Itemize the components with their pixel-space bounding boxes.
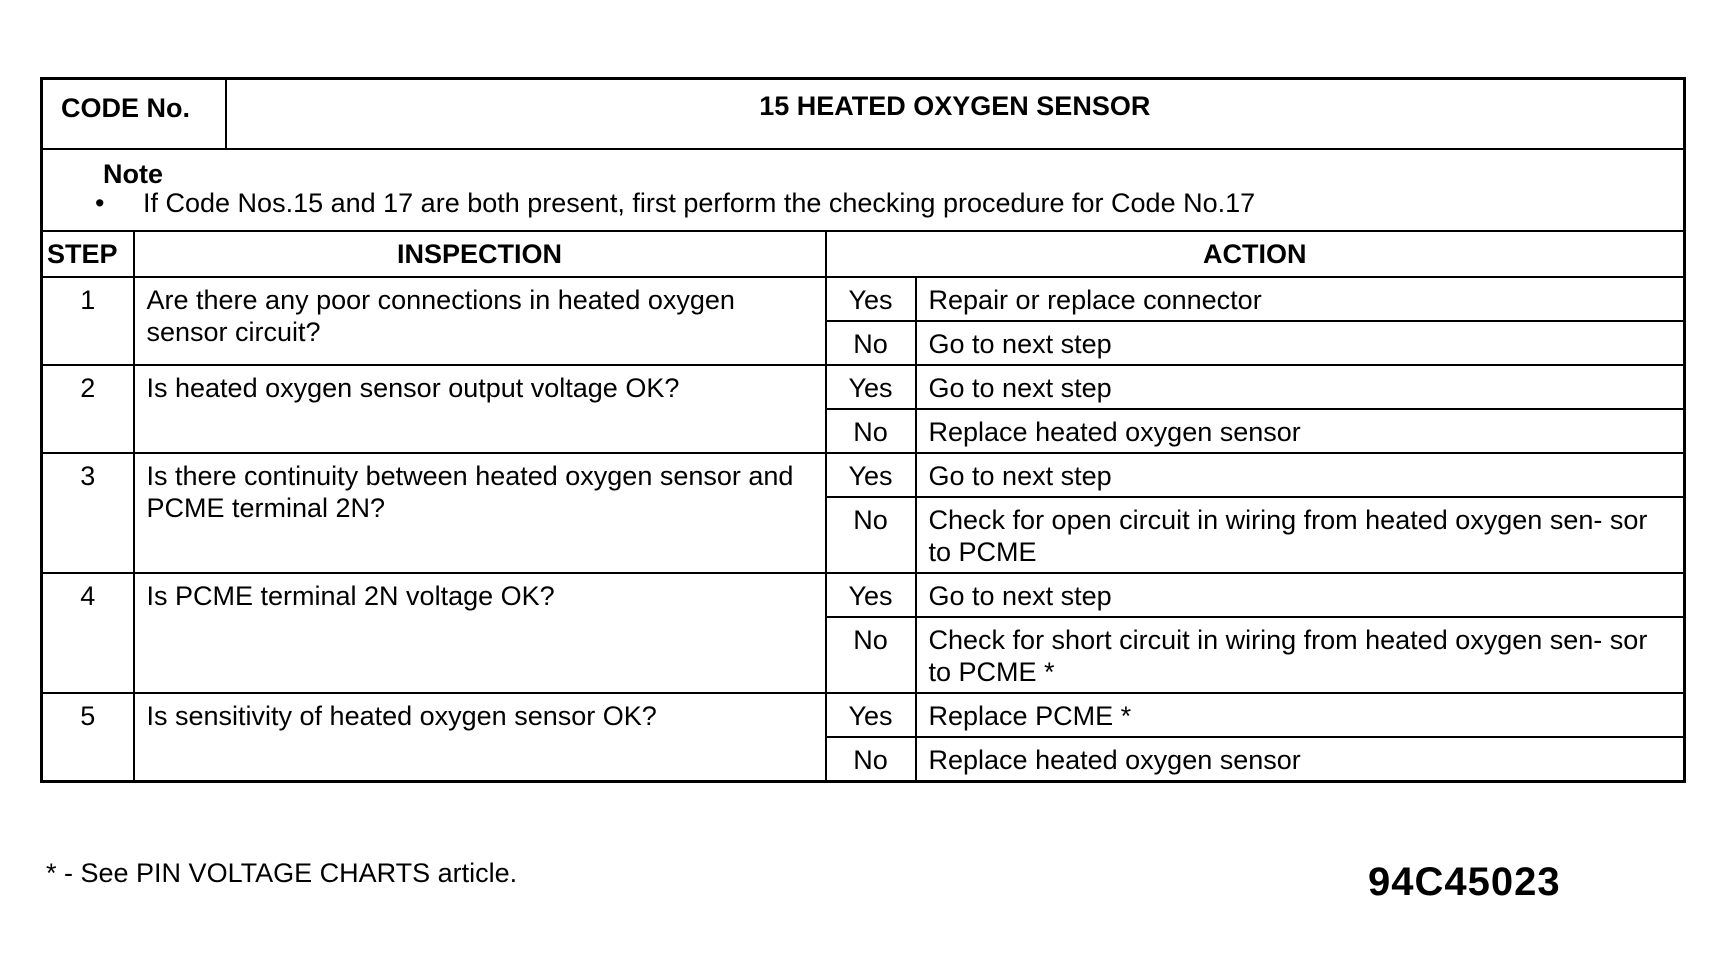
note-line (95, 188, 1683, 218)
inspection-question: Is PCME terminal 2N voltage OK? (134, 573, 826, 693)
diagnostic-sheet (40, 77, 1683, 783)
no-action: Check for open circuit in wiring from heated oxygen sen- sor to PCME (916, 497, 1685, 573)
no-label: No (826, 497, 916, 573)
no-action: Replace heated oxygen sensor (916, 409, 1685, 453)
note-text: If Code Nos.15 and 17 are both present, first perform the checking procedure for Code No.17 (143, 188, 1256, 218)
code-title: 15 HEATED OXYGEN SENSOR (226, 79, 1685, 150)
inspection-question: Is sensitivity of heated oxygen sensor OK? (134, 693, 826, 782)
table-row (42, 693, 1685, 737)
no-action: Replace heated oxygen sensor (916, 737, 1685, 782)
step-number: 2 (42, 365, 134, 453)
yes-label: Yes (826, 453, 916, 497)
inspection-question: Is heated oxygen sensor output voltage OK? (134, 365, 826, 453)
yes-action: Replace PCME * (916, 693, 1685, 737)
figure-id: 94C45023 (1368, 860, 1561, 904)
no-label: No (826, 617, 916, 693)
step-number: 1 (42, 277, 134, 365)
diagnostic-table (40, 77, 1686, 783)
yes-action: Repair or replace connector (916, 277, 1685, 321)
yes-action: Go to next step (916, 573, 1685, 617)
no-label: No (826, 737, 916, 782)
column-header-step: STEP (42, 231, 134, 277)
inspection-question: Are there any poor connections in heated oxygen sensor circuit? (134, 277, 826, 365)
step-number: 5 (42, 693, 134, 782)
column-header-inspection: INSPECTION (134, 231, 826, 277)
inspection-question: Is there continuity between heated oxygen sensor and PCME terminal 2N? (134, 453, 826, 573)
no-label: No (826, 321, 916, 365)
code-row (42, 79, 1685, 150)
note-cell (42, 149, 1685, 231)
note-heading: Note (103, 159, 163, 189)
no-label: No (826, 409, 916, 453)
no-action: Check for short circuit in wiring from heated oxygen sen- sor to PCME * (916, 617, 1685, 693)
table-row (42, 277, 1685, 321)
yes-label: Yes (826, 693, 916, 737)
note-row (42, 149, 1685, 231)
footnote: * - See PIN VOLTAGE CHARTS article. (46, 858, 518, 888)
column-header-action: ACTION (826, 231, 1685, 277)
column-header-row (42, 231, 1685, 277)
yes-label: Yes (826, 365, 916, 409)
bullet-icon: • (95, 188, 105, 218)
table-row (42, 453, 1685, 497)
no-action: Go to next step (916, 321, 1685, 365)
table-row (42, 573, 1685, 617)
yes-action: Go to next step (916, 453, 1685, 497)
yes-label: Yes (826, 573, 916, 617)
yes-label: Yes (826, 277, 916, 321)
step-number: 3 (42, 453, 134, 573)
code-number-label: CODE No. (42, 79, 226, 150)
step-number: 4 (42, 573, 134, 693)
table-row (42, 365, 1685, 409)
yes-action: Go to next step (916, 365, 1685, 409)
